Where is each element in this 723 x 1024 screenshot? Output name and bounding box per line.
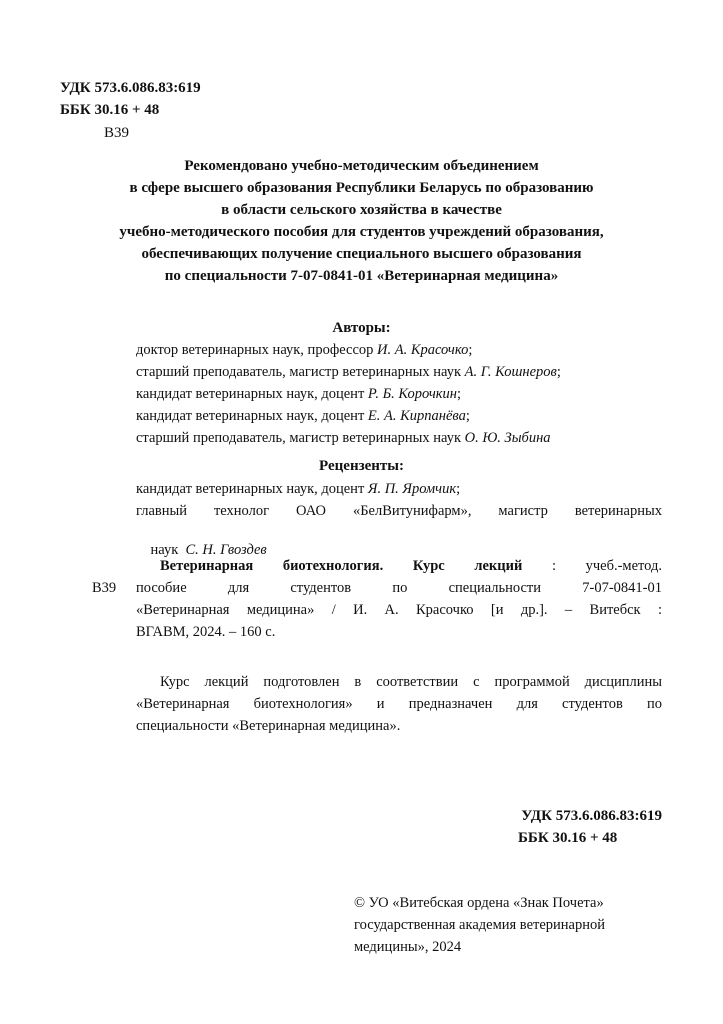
udk-bottom: УДК 573.6.086.83:619 [521,808,662,824]
bbk-top: ББК 30.16 + 48 [60,102,160,118]
biblio-line [160,558,662,575]
author-name: А. Г. Кошнеров [464,364,557,380]
biblio-title-rest: : учеб.-метод. [522,558,663,574]
author-line [136,342,472,359]
biblio-line: «Ветеринарная медицина» / И. А. Красочко [и др.]. – Витебск : [136,602,662,618]
reviewers-heading: Рецензенты: [319,458,404,474]
recommendation-line: в сфере высшего образования Республики Беларусь по образованию [129,180,594,196]
author-name: О. Ю. Зыбина [464,430,551,446]
annotation-line: специальности «Ветеринарная медицина». [136,718,401,734]
author-title: кандидат ветеринарных наук, доцент [136,386,368,402]
bbk-bottom: ББК 30.16 + 48 [518,830,618,846]
author-line [136,430,551,447]
recommendation-line: в области сельского хозяйства в качестве [221,202,502,218]
author-title: доктор ветеринарных наук, профессор [136,342,378,358]
reviewer-line [136,481,460,498]
reviewer-title: кандидат ветеринарных наук, доцент [136,481,368,497]
author-title: старший преподаватель, магистр ветеринарных наук [136,364,465,380]
reviewer-line: главный технолог ОАО «БелВитунифарм», магистр ветеринарных [136,503,662,519]
biblio-line: пособие для студентов по специальности 7-07-0841-01 [136,580,662,596]
author-title: кандидат ветеринарных наук, доцент [136,408,368,424]
copyright-line: государственная академия ветеринарной [354,917,605,933]
reviewer-name: Я. П. Яромчик [367,481,457,497]
recommendation-line: по специальности 7-07-0841-01 «Ветеринарная медицина» [164,268,559,284]
biblio-index: В39 [92,580,117,596]
author-line [136,386,461,403]
author-suffix: ; [468,342,473,358]
biblio-title: Ветеринарная биотехнология. Курс лекций [160,558,523,574]
biblio-line: ВГАВМ, 2024. – 160 с. [136,624,276,640]
annotation-line: «Ветеринарная биотехнология» и предназначен для студентов по [136,696,662,712]
reviewer-name: С. Н. Гвоздев [185,542,267,558]
author-suffix: ; [556,364,561,380]
copyright-line: медицины», 2024 [354,939,462,955]
udk-top: УДК 573.6.086.83:619 [60,80,201,96]
author-suffix: ; [456,386,462,402]
copyright-line: © УО «Витебская ордена «Знак Почета» [354,895,604,911]
reviewer-title: наук [150,542,186,558]
reviewer-suffix: ; [456,481,461,497]
recommendation-line: обеспечивающих получение специального высшего образования [141,246,582,262]
author-title: старший преподаватель, магистр ветеринарных наук [136,430,465,446]
index-top: В39 [104,125,130,141]
author-name: Р. Б. Корочкин [367,386,457,402]
author-name: И. А. Красочко [377,342,469,358]
authors-heading: Авторы: [332,320,391,336]
annotation-line: Курс лекций подготовлен в соответствии с программой дисциплины [160,674,662,690]
author-name: Е. А. Кирпанёва [367,408,466,424]
recommendation-line: учебно-методического пособия для студентов учреждений образования, [119,224,604,240]
author-line [136,364,561,381]
author-line [136,408,470,425]
recommendation-line: Рекомендовано учебно-методическим объединением [184,158,539,174]
author-suffix: ; [465,408,470,424]
